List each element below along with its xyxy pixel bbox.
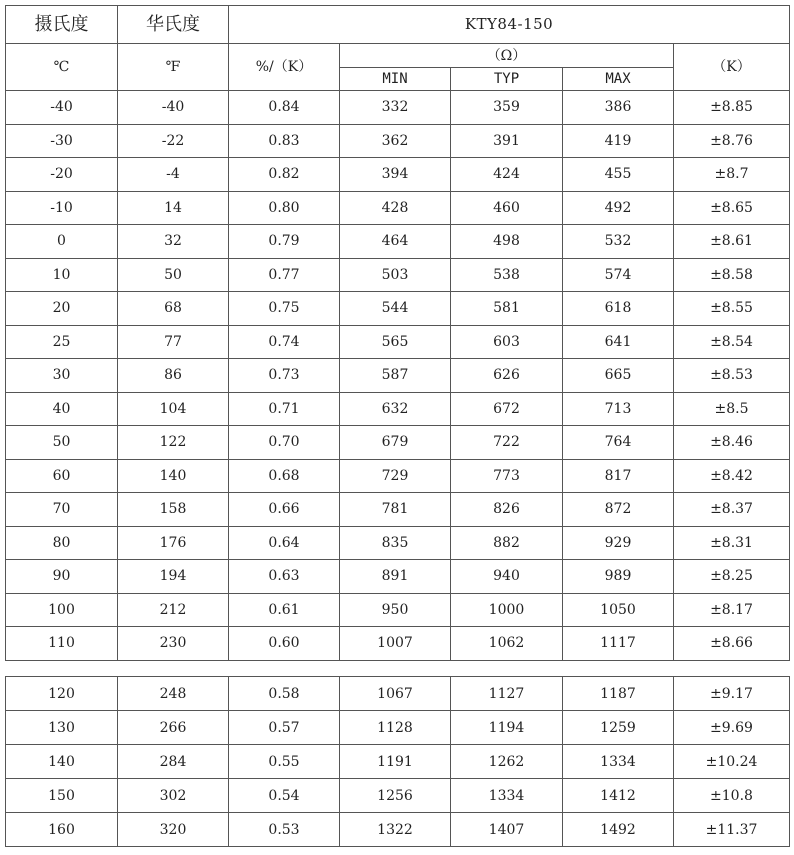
fahrenheit-cell: -40 <box>118 91 229 125</box>
celsius-cell: 0 <box>6 225 118 259</box>
celsius-cell: 25 <box>6 325 118 359</box>
fahrenheit-cell: 266 <box>118 711 229 745</box>
fahrenheit-cell: 248 <box>118 677 229 711</box>
table-row <box>6 258 790 292</box>
max-resistance-cell: 929 <box>563 526 674 560</box>
celsius-cell: 140 <box>6 745 118 779</box>
typ-resistance-cell: 626 <box>451 359 563 393</box>
unit-row <box>6 44 790 68</box>
coefficient-cell: 0.82 <box>229 158 340 192</box>
celsius-header: 摄氏度 <box>6 6 118 44</box>
typ-resistance-cell: 359 <box>451 91 563 125</box>
typ-resistance-cell: 1334 <box>451 779 563 813</box>
max-resistance-cell: 574 <box>563 258 674 292</box>
max-resistance-cell: 1334 <box>563 745 674 779</box>
typ-resistance-cell: 1194 <box>451 711 563 745</box>
fahrenheit-cell: 212 <box>118 593 229 627</box>
celsius-cell: 150 <box>6 779 118 813</box>
tolerance-cell: ±8.58 <box>674 258 790 292</box>
typ-resistance-cell: 773 <box>451 459 563 493</box>
model-title: KTY84-150 <box>229 6 790 44</box>
typ-resistance-cell: 1062 <box>451 627 563 661</box>
table-row <box>6 593 790 627</box>
table-row <box>6 745 790 779</box>
celsius-cell: -30 <box>6 124 118 158</box>
resistance-unit: （Ω） <box>340 44 674 68</box>
celsius-cell: 160 <box>6 813 118 847</box>
max-resistance-cell: 764 <box>563 426 674 460</box>
max-resistance-cell: 1492 <box>563 813 674 847</box>
max-resistance-cell: 665 <box>563 359 674 393</box>
fahrenheit-cell: 320 <box>118 813 229 847</box>
celsius-cell: 100 <box>6 593 118 627</box>
coefficient-cell: 0.61 <box>229 593 340 627</box>
celsius-cell: 90 <box>6 560 118 594</box>
min-resistance-cell: 587 <box>340 359 451 393</box>
max-resistance-cell: 386 <box>563 91 674 125</box>
typ-resistance-cell: 672 <box>451 392 563 426</box>
typ-resistance-cell: 1127 <box>451 677 563 711</box>
typ-resistance-cell: 1000 <box>451 593 563 627</box>
coefficient-cell: 0.83 <box>229 124 340 158</box>
tolerance-cell: ±8.76 <box>674 124 790 158</box>
max-resistance-cell: 618 <box>563 292 674 326</box>
celsius-cell: 120 <box>6 677 118 711</box>
table-row <box>6 813 790 847</box>
typ-resistance-cell: 391 <box>451 124 563 158</box>
typ-resistance-cell: 882 <box>451 526 563 560</box>
min-resistance-cell: 835 <box>340 526 451 560</box>
coefficient-cell: 0.77 <box>229 258 340 292</box>
table-row <box>6 627 790 661</box>
tolerance-cell: ±10.24 <box>674 745 790 779</box>
tolerance-cell: ±8.31 <box>674 526 790 560</box>
table-body-continued <box>6 677 790 847</box>
coefficient-cell: 0.79 <box>229 225 340 259</box>
table-row <box>6 779 790 813</box>
tolerance-cell: ±8.66 <box>674 627 790 661</box>
coefficient-cell: 0.60 <box>229 627 340 661</box>
coefficient-cell: 0.73 <box>229 359 340 393</box>
tolerance-cell: ±8.17 <box>674 593 790 627</box>
fahrenheit-cell: 104 <box>118 392 229 426</box>
coefficient-cell: 0.80 <box>229 191 340 225</box>
min-resistance-cell: 394 <box>340 158 451 192</box>
fahrenheit-cell: 176 <box>118 526 229 560</box>
tolerance-cell: ±9.69 <box>674 711 790 745</box>
header-row <box>6 6 790 44</box>
tolerance-cell: ±8.65 <box>674 191 790 225</box>
table-row <box>6 158 790 192</box>
coefficient-cell: 0.57 <box>229 711 340 745</box>
max-resistance-cell: 1412 <box>563 779 674 813</box>
table-row <box>6 560 790 594</box>
coefficient-unit: %/（K） <box>229 44 340 91</box>
tolerance-cell: ±8.5 <box>674 392 790 426</box>
celsius-cell: 60 <box>6 459 118 493</box>
tolerance-cell: ±8.61 <box>674 225 790 259</box>
fahrenheit-cell: 86 <box>118 359 229 393</box>
fahrenheit-cell: 302 <box>118 779 229 813</box>
coefficient-cell: 0.64 <box>229 526 340 560</box>
typ-header: TYP <box>451 68 563 91</box>
max-resistance-cell: 1259 <box>563 711 674 745</box>
tolerance-cell: ±8.55 <box>674 292 790 326</box>
celsius-cell: -40 <box>6 91 118 125</box>
min-resistance-cell: 950 <box>340 593 451 627</box>
coefficient-cell: 0.58 <box>229 677 340 711</box>
celsius-cell: 10 <box>6 258 118 292</box>
typ-resistance-cell: 722 <box>451 426 563 460</box>
fahrenheit-cell: 50 <box>118 258 229 292</box>
tolerance-cell: ±8.42 <box>674 459 790 493</box>
coefficient-cell: 0.70 <box>229 426 340 460</box>
max-resistance-cell: 713 <box>563 392 674 426</box>
coefficient-cell: 0.63 <box>229 560 340 594</box>
min-resistance-cell: 428 <box>340 191 451 225</box>
typ-resistance-cell: 1262 <box>451 745 563 779</box>
min-resistance-cell: 1128 <box>340 711 451 745</box>
typ-resistance-cell: 603 <box>451 325 563 359</box>
table-body <box>6 91 790 661</box>
coefficient-cell: 0.68 <box>229 459 340 493</box>
coefficient-cell: 0.53 <box>229 813 340 847</box>
min-header: MIN <box>340 68 451 91</box>
max-resistance-cell: 492 <box>563 191 674 225</box>
max-resistance-cell: 532 <box>563 225 674 259</box>
table-row <box>6 292 790 326</box>
tolerance-cell: ±10.8 <box>674 779 790 813</box>
min-resistance-cell: 781 <box>340 493 451 527</box>
min-resistance-cell: 1191 <box>340 745 451 779</box>
table-row <box>6 325 790 359</box>
fahrenheit-cell: 284 <box>118 745 229 779</box>
celsius-cell: 130 <box>6 711 118 745</box>
celsius-cell: 70 <box>6 493 118 527</box>
min-resistance-cell: 679 <box>340 426 451 460</box>
table-row <box>6 493 790 527</box>
tolerance-cell: ±11.37 <box>674 813 790 847</box>
typ-resistance-cell: 538 <box>451 258 563 292</box>
tolerance-unit: （K） <box>674 44 790 91</box>
min-resistance-cell: 1007 <box>340 627 451 661</box>
typ-resistance-cell: 581 <box>451 292 563 326</box>
tolerance-cell: ±8.53 <box>674 359 790 393</box>
fahrenheit-cell: 230 <box>118 627 229 661</box>
coefficient-cell: 0.75 <box>229 292 340 326</box>
fahrenheit-cell: 158 <box>118 493 229 527</box>
min-resistance-cell: 565 <box>340 325 451 359</box>
max-resistance-cell: 1050 <box>563 593 674 627</box>
min-resistance-cell: 544 <box>340 292 451 326</box>
tolerance-cell: ±8.46 <box>674 426 790 460</box>
table-row <box>6 526 790 560</box>
table-row <box>6 91 790 125</box>
fahrenheit-header: 华氏度 <box>118 6 229 44</box>
celsius-cell: 40 <box>6 392 118 426</box>
fahrenheit-cell: 14 <box>118 191 229 225</box>
typ-resistance-cell: 826 <box>451 493 563 527</box>
table-row <box>6 392 790 426</box>
table-row <box>6 426 790 460</box>
min-resistance-cell: 332 <box>340 91 451 125</box>
tolerance-cell: ±8.54 <box>674 325 790 359</box>
celsius-cell: 30 <box>6 359 118 393</box>
max-resistance-cell: 419 <box>563 124 674 158</box>
celsius-cell: -20 <box>6 158 118 192</box>
table-row <box>6 225 790 259</box>
coefficient-cell: 0.84 <box>229 91 340 125</box>
coefficient-cell: 0.55 <box>229 745 340 779</box>
coefficient-cell: 0.54 <box>229 779 340 813</box>
fahrenheit-cell: -22 <box>118 124 229 158</box>
table-row <box>6 459 790 493</box>
tolerance-cell: ±8.85 <box>674 91 790 125</box>
kty84-table-continued <box>5 676 790 847</box>
celsius-cell: 110 <box>6 627 118 661</box>
tolerance-cell: ±9.17 <box>674 677 790 711</box>
fahrenheit-cell: 32 <box>118 225 229 259</box>
min-resistance-cell: 729 <box>340 459 451 493</box>
table-row <box>6 711 790 745</box>
max-resistance-cell: 1117 <box>563 627 674 661</box>
max-resistance-cell: 641 <box>563 325 674 359</box>
max-resistance-cell: 1187 <box>563 677 674 711</box>
table-row <box>6 191 790 225</box>
fahrenheit-cell: 77 <box>118 325 229 359</box>
min-resistance-cell: 503 <box>340 258 451 292</box>
table-row <box>6 677 790 711</box>
max-resistance-cell: 989 <box>563 560 674 594</box>
fahrenheit-cell: 194 <box>118 560 229 594</box>
table-row <box>6 124 790 158</box>
max-resistance-cell: 817 <box>563 459 674 493</box>
max-header: MAX <box>563 68 674 91</box>
min-resistance-cell: 362 <box>340 124 451 158</box>
fahrenheit-cell: -4 <box>118 158 229 192</box>
fahrenheit-cell: 140 <box>118 459 229 493</box>
celsius-cell: -10 <box>6 191 118 225</box>
coefficient-cell: 0.74 <box>229 325 340 359</box>
coefficient-cell: 0.71 <box>229 392 340 426</box>
max-resistance-cell: 455 <box>563 158 674 192</box>
kty84-table <box>5 5 790 661</box>
fahrenheit-cell: 68 <box>118 292 229 326</box>
min-resistance-cell: 1322 <box>340 813 451 847</box>
typ-resistance-cell: 1407 <box>451 813 563 847</box>
table-row <box>6 359 790 393</box>
typ-resistance-cell: 424 <box>451 158 563 192</box>
min-resistance-cell: 1067 <box>340 677 451 711</box>
min-resistance-cell: 632 <box>340 392 451 426</box>
max-resistance-cell: 872 <box>563 493 674 527</box>
tolerance-cell: ±8.7 <box>674 158 790 192</box>
celsius-cell: 50 <box>6 426 118 460</box>
celsius-cell: 20 <box>6 292 118 326</box>
typ-resistance-cell: 498 <box>451 225 563 259</box>
min-resistance-cell: 464 <box>340 225 451 259</box>
typ-resistance-cell: 940 <box>451 560 563 594</box>
fahrenheit-unit: ℉ <box>118 44 229 91</box>
coefficient-cell: 0.66 <box>229 493 340 527</box>
tolerance-cell: ±8.37 <box>674 493 790 527</box>
min-resistance-cell: 1256 <box>340 779 451 813</box>
tolerance-cell: ±8.25 <box>674 560 790 594</box>
celsius-unit: ℃ <box>6 44 118 91</box>
min-resistance-cell: 891 <box>340 560 451 594</box>
typ-resistance-cell: 460 <box>451 191 563 225</box>
fahrenheit-cell: 122 <box>118 426 229 460</box>
celsius-cell: 80 <box>6 526 118 560</box>
